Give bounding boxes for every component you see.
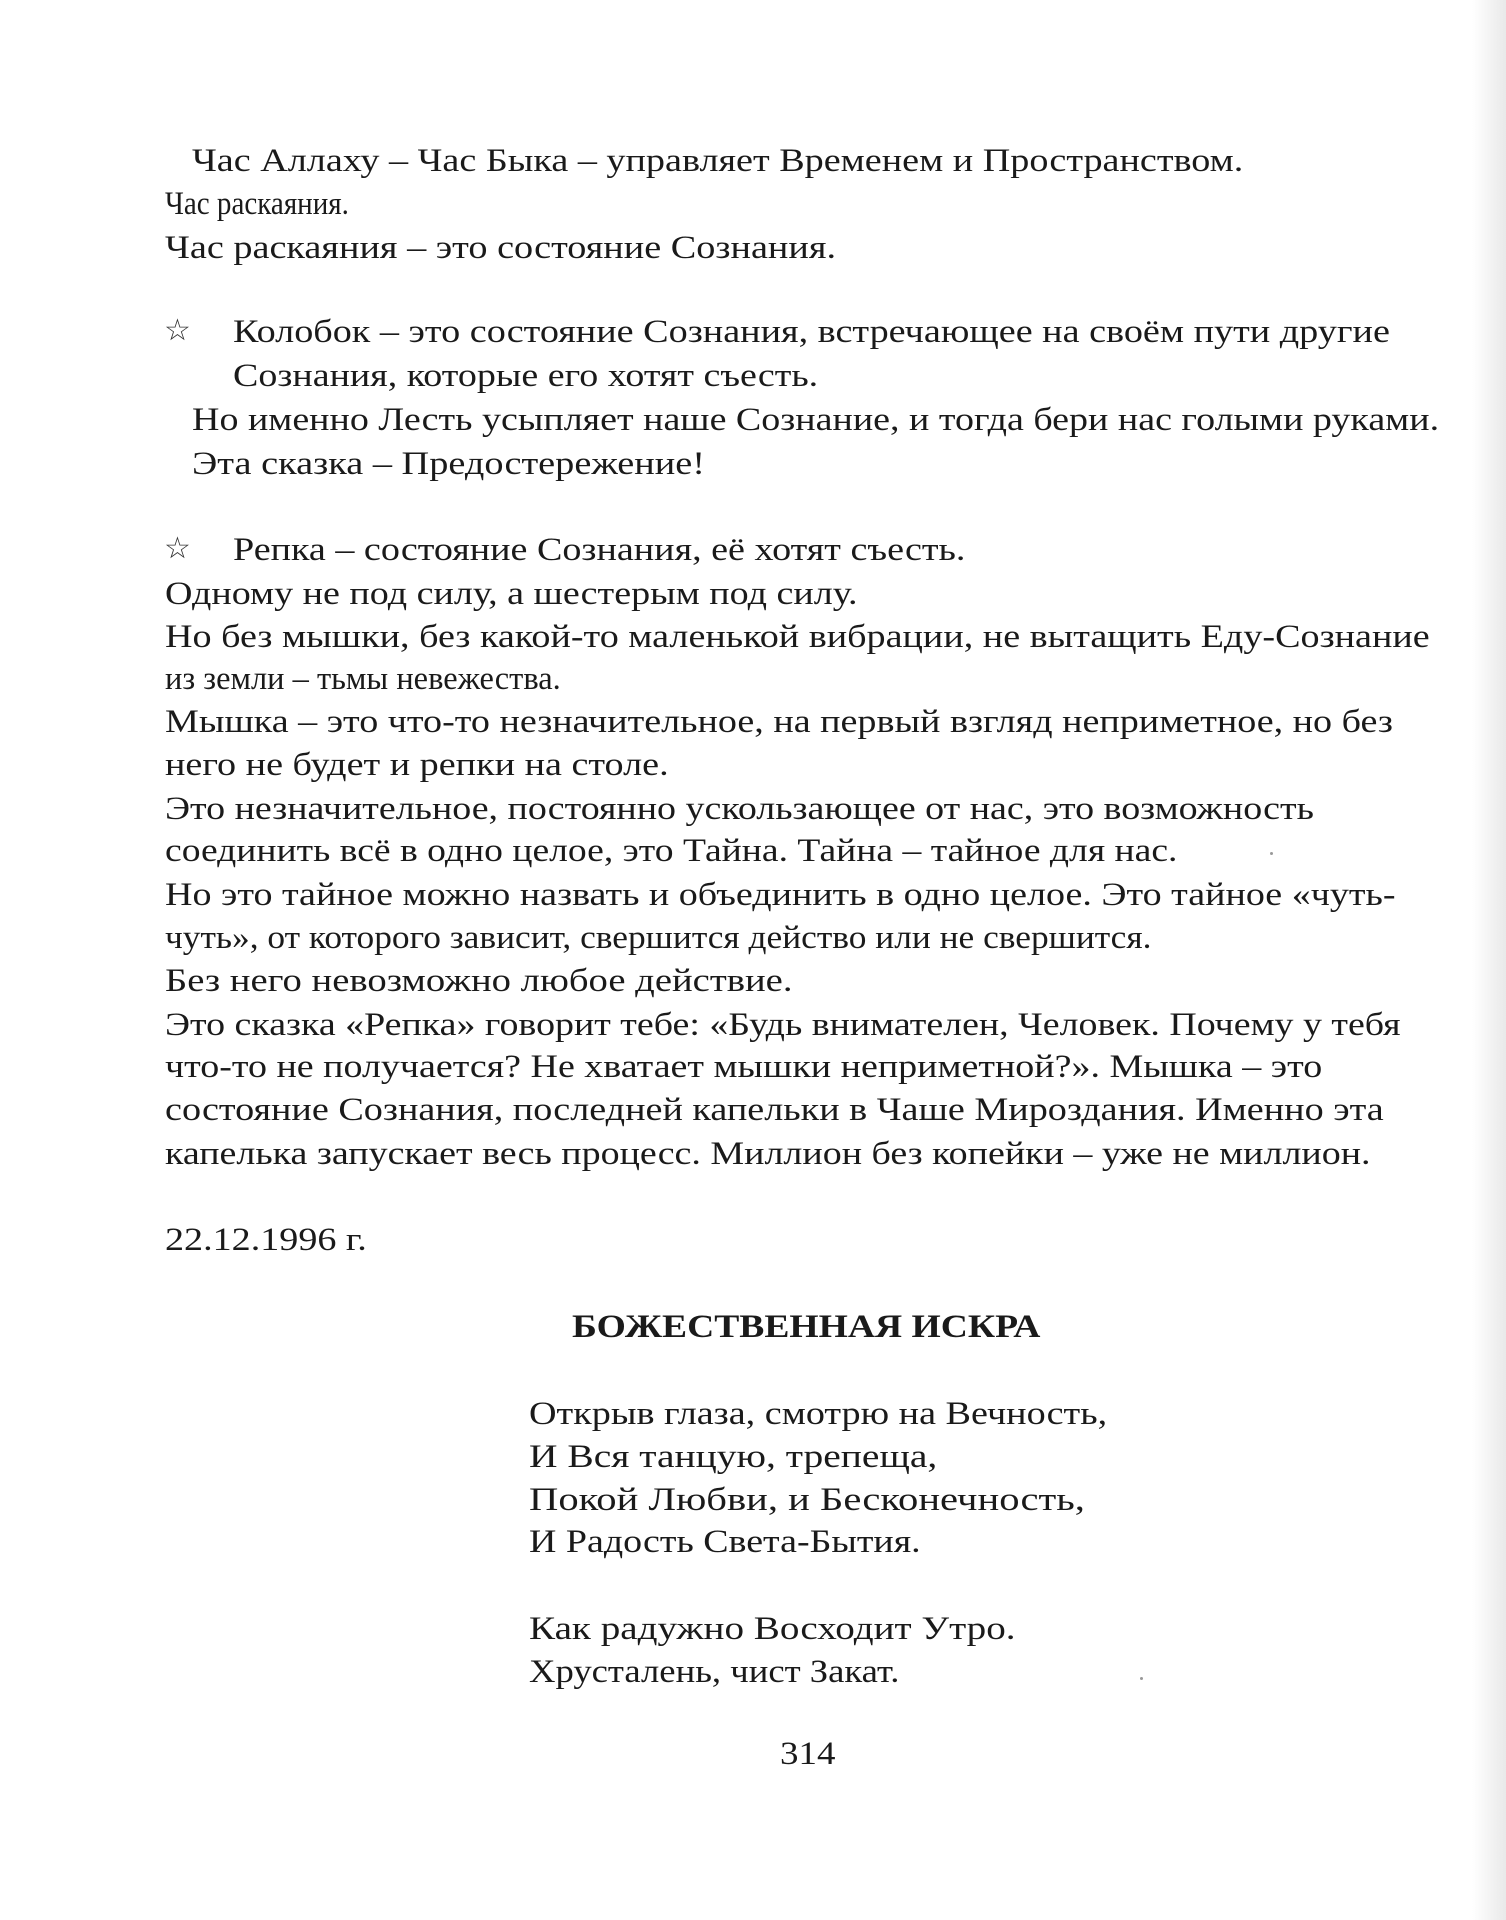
page-number: 314 [780, 1736, 836, 1772]
poem-line: Открыв глаза, смотрю на Вечность, [529, 1396, 1108, 1432]
poem-line: Покой Любви, и Бесконечность, [529, 1482, 1085, 1518]
text-line: Без него невозможно любое действие. [165, 963, 793, 999]
poem-line: Хрусталень, чист Закат. [529, 1654, 900, 1690]
text-line: Мышка – это что-то незначительное, на первый взгляд неприметное, но без [165, 704, 1393, 740]
text-line: Одному не под силу, а шестерым под силу. [165, 576, 858, 612]
text-line: Но именно Лесть усыпляет наше Сознание, и тогда бери нас голыми руками. [192, 402, 1440, 438]
text-line: Сознания, которые его хотят съесть. [233, 358, 819, 394]
poem-line: И Вся танцую, трепеща, [529, 1439, 938, 1475]
poem-title: БОЖЕСТВЕННАЯ ИСКРА [572, 1309, 1041, 1345]
scan-speck [1140, 1677, 1143, 1680]
date: 22.12.1996 г. [165, 1222, 367, 1258]
text-line: Час раскаяния – это состояние Сознания. [165, 230, 837, 266]
text-line: Эта сказка – Предостережение! [192, 446, 706, 482]
star-bullet-icon: ☆ [164, 313, 191, 348]
text-line: Час раскаяния. [165, 186, 349, 222]
text-line: чуть», от которого зависит, свершится действо или не свершится. [165, 920, 1152, 956]
text-line: капелька запускает весь процесс. Миллион без копейки – уже не миллион. [165, 1136, 1371, 1172]
text-line: из земли – тьмы невежества. [165, 661, 561, 697]
poem-line: И Радость Света-Бытия. [529, 1524, 921, 1560]
text-line: Репка – состояние Сознания, её хотят съесть. [233, 532, 966, 568]
text-line: него не будет и репки на столе. [165, 747, 669, 783]
text-line: состояние Сознания, последней капельки в Чаше Мироздания. Именно эта [165, 1092, 1384, 1128]
scan-speck [1270, 852, 1273, 855]
text-line: Час Аллаху – Час Быка – управляет Временем и Пространством. [192, 143, 1244, 179]
text-line: Это сказка «Репка» говорит тебе: «Будь внимателен, Человек. Почему у тебя [165, 1007, 1401, 1043]
star-bullet-icon: ☆ [164, 531, 191, 566]
text-line: Но это тайное можно назвать и объединить в одно целое. Это тайное «чуть- [165, 877, 1396, 913]
poem-line: Как радужно Восходит Утро. [529, 1611, 1016, 1647]
page-edge-shadow [1472, 0, 1506, 1920]
text-line: что-то не получается? Не хватает мышки неприметной?». Мышка – это [165, 1049, 1323, 1085]
text-line: соединить всё в одно целое, это Тайна. Тайна – тайное для нас. [165, 833, 1178, 869]
text-line: Это незначительное, постоянно ускользающее от нас, это возможность [165, 791, 1314, 827]
text-line: Колобок – это состояние Сознания, встречающее на своём пути другие [233, 314, 1390, 350]
text-line: Но без мышки, без какой-то маленькой вибрации, не вытащить Еду-Сознание [165, 619, 1430, 655]
